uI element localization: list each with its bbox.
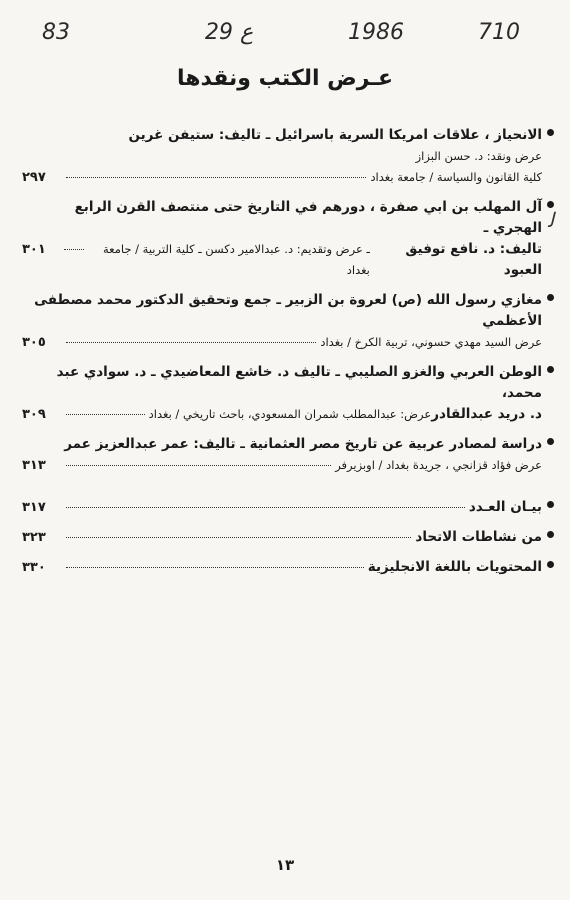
section-page-number: ٣١٧ <box>22 500 46 515</box>
toc-section <box>22 557 542 578</box>
toc-entry <box>22 434 542 476</box>
toc-section <box>22 527 542 548</box>
table-of-contents <box>22 125 542 587</box>
entry-page-number: ٣٠٥ <box>22 335 46 350</box>
toc-section <box>22 497 542 518</box>
bullet-icon <box>547 201 554 208</box>
entry-page-number: ٣٠٩ <box>22 407 46 422</box>
margin-mark: ﻟ <box>548 208 555 232</box>
entry-reviewer: ـ عرض وتقديم: د. عبدالامير دكسن ـ كلية التربية / جامعة بغداد <box>103 242 370 277</box>
bullet-icon <box>547 129 554 136</box>
entry-title: آل المهلب بن ابي صفرة ، دورهم في التاريخ حتى منتصف القرن الرابع الهجري ـ <box>74 199 542 236</box>
entry-page-number: ٣١٣ <box>22 458 46 473</box>
toc-entry <box>22 362 542 425</box>
bullet-icon <box>547 366 554 373</box>
toc-entry <box>22 197 542 281</box>
section-page-number: ٣٢٣ <box>22 530 46 545</box>
section-label: المحتويات باللغة الانجليزية <box>367 559 542 575</box>
entry-title: الوطن العربي والغزو الصليبي ـ تاليف د. خاشع المعاضيدي ـ د. سوادي عبد محمد، <box>56 364 542 401</box>
dot-leader <box>66 177 366 178</box>
section-label: بيـان العـدد <box>468 499 542 515</box>
entry-title: الانحياز ، علاقات امريكا السرية باسرائيل ـ تاليف: ستيفن غرين <box>128 127 542 143</box>
handwritten-note: 83 <box>42 20 70 45</box>
entry-affiliation: كلية القانون والسياسة / جامعة بغداد <box>370 170 542 184</box>
entry-author: د. دريد عبدالقادر <box>431 406 542 422</box>
section-page-number: ٣٣٠ <box>22 560 46 575</box>
entry-author: تاليف: د. نافع توفيق العبود <box>405 241 542 278</box>
entry-page-number: ٣٠١ <box>21 242 46 257</box>
entry-reviewer: عرض ونقد: د. حسن البزاز <box>415 149 542 163</box>
dot-leader <box>66 507 465 508</box>
dot-leader <box>66 567 364 568</box>
page-number: ١٣ <box>275 856 295 874</box>
bullet-icon <box>547 531 554 538</box>
dot-leader <box>66 342 316 343</box>
bullet-icon <box>547 438 554 445</box>
entry-page-number: ٢٩٧ <box>22 170 46 185</box>
entry-title: مغازي رسول الله (ص) لعروة بن الزبير ـ جمع وتحقيق الدكتور محمد مصطفى الأعظمي <box>34 292 542 329</box>
bullet-icon <box>547 294 554 301</box>
page-title: عـرض الكتب ونقدها <box>176 66 393 91</box>
handwritten-note: 1986 <box>348 20 404 45</box>
entry-reviewer: عرض السيد مهدي حسوني، تربية الكرخ / بغداد <box>320 335 542 349</box>
entry-title: دراسة لمصادر عربية عن تاريخ مصر العثمانية ـ تاليف: عمر عبدالعزيز عمر <box>64 436 542 452</box>
dot-leader <box>66 465 331 466</box>
bullet-icon <box>547 501 554 508</box>
section-label: من نشاطات الاتحاد <box>415 529 542 545</box>
handwritten-note: 710 <box>478 20 520 45</box>
dot-leader <box>64 249 84 250</box>
toc-entry <box>22 125 542 188</box>
entry-reviewer: عرض فؤاد قزانجي ، جريدة بغداد / اوبزيرفر <box>335 458 542 472</box>
dot-leader <box>66 414 145 415</box>
entry-reviewer: عرض: عبدالمطلب شمران المسعودي، باحث تاريخي / بغداد <box>148 407 432 421</box>
toc-entry <box>22 290 542 353</box>
handwritten-note: 29 ع <box>205 20 254 45</box>
dot-leader <box>66 537 411 538</box>
bullet-icon <box>547 561 554 568</box>
